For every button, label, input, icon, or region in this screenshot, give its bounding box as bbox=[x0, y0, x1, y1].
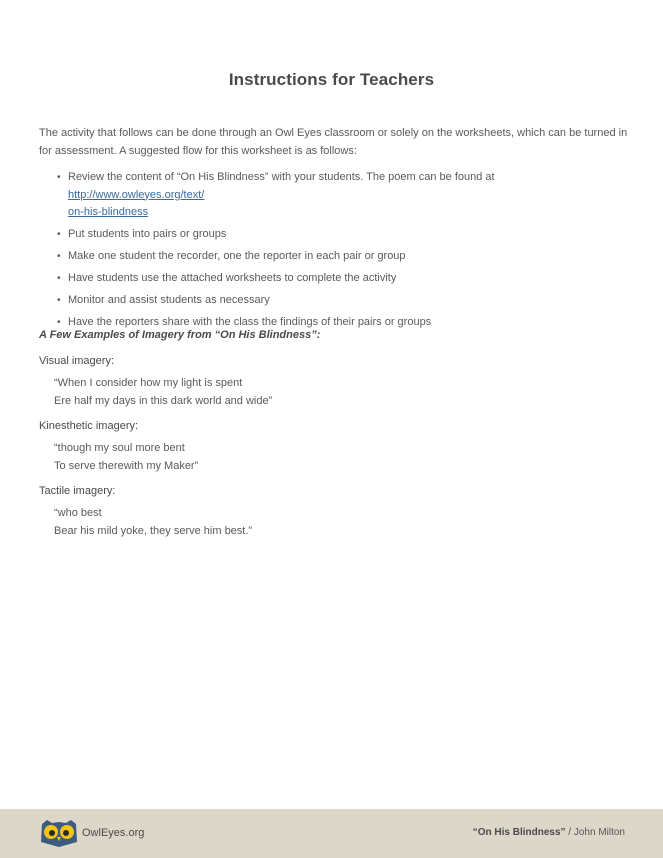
bullet-icon: • bbox=[57, 229, 61, 240]
list-item-text: Review the content of “On His Blindness” with your students. The poem can be found at bbox=[68, 171, 495, 183]
kinesthetic-imagery-label: Kinesthetic imagery: bbox=[39, 420, 139, 432]
quote-line: Ere half my days in this dark world and wide” bbox=[54, 394, 273, 407]
footer-work-credit bbox=[473, 827, 625, 838]
list-item-text: Have the reporters share with the class the findings of their pairs or groups bbox=[68, 316, 432, 328]
owl-icon bbox=[40, 820, 78, 847]
list-item bbox=[55, 226, 630, 244]
bullet-icon: • bbox=[57, 251, 61, 262]
quote-line: “When I consider how my light is spent bbox=[54, 377, 243, 389]
list-item bbox=[55, 292, 630, 310]
tactile-imagery-quote bbox=[54, 505, 252, 540]
list-item-text: Monitor and assist students as necessary bbox=[68, 294, 270, 306]
list-item-text: Have students use the attached worksheets to complete the activity bbox=[68, 272, 397, 284]
work-title: “On His Blindness” bbox=[472, 827, 566, 838]
list-item-text: Put students into pairs or groups bbox=[68, 228, 227, 240]
bullet-icon: • bbox=[57, 172, 61, 183]
logo-text[interactable]: OwlEyes.org bbox=[82, 827, 145, 839]
visual-imagery-label: Visual imagery: bbox=[39, 355, 114, 367]
instruction-list bbox=[55, 169, 630, 336]
bullet-icon: • bbox=[57, 295, 61, 306]
page-title: Instructions for Teachers bbox=[228, 70, 435, 89]
separator: / bbox=[565, 827, 574, 838]
list-item bbox=[55, 270, 630, 288]
list-item bbox=[55, 169, 630, 222]
poem-link[interactable]: http://www.owleyes.org/text/ on-his-blindness bbox=[68, 188, 205, 218]
intro-paragraph: The activity that follows can be done through an Owl Eyes classroom or solely on the worksheets, which can be turned in for assessment. A suggested flow for this worksheet is as follows: bbox=[39, 127, 628, 157]
list-item bbox=[55, 248, 630, 266]
page-footer bbox=[0, 809, 663, 858]
author-name: John Milton bbox=[573, 827, 625, 838]
examples-heading: A Few Examples of Imagery from “On His Blindness”: bbox=[39, 329, 321, 341]
list-item-text: Make one student the recorder, one the reporter in each pair or group bbox=[68, 250, 406, 262]
quote-line: To serve therewith my Maker” bbox=[54, 459, 199, 472]
bullet-icon: • bbox=[57, 273, 61, 284]
tactile-imagery-label: Tactile imagery: bbox=[39, 485, 116, 497]
visual-imagery-quote bbox=[54, 375, 272, 410]
kinesthetic-imagery-quote bbox=[54, 440, 198, 475]
bullet-icon: • bbox=[57, 317, 61, 328]
quote-line: “who best bbox=[54, 507, 102, 519]
quote-line: Bear his mild yoke, they serve him best.” bbox=[54, 524, 253, 537]
quote-line: “though my soul more bent bbox=[54, 442, 185, 454]
